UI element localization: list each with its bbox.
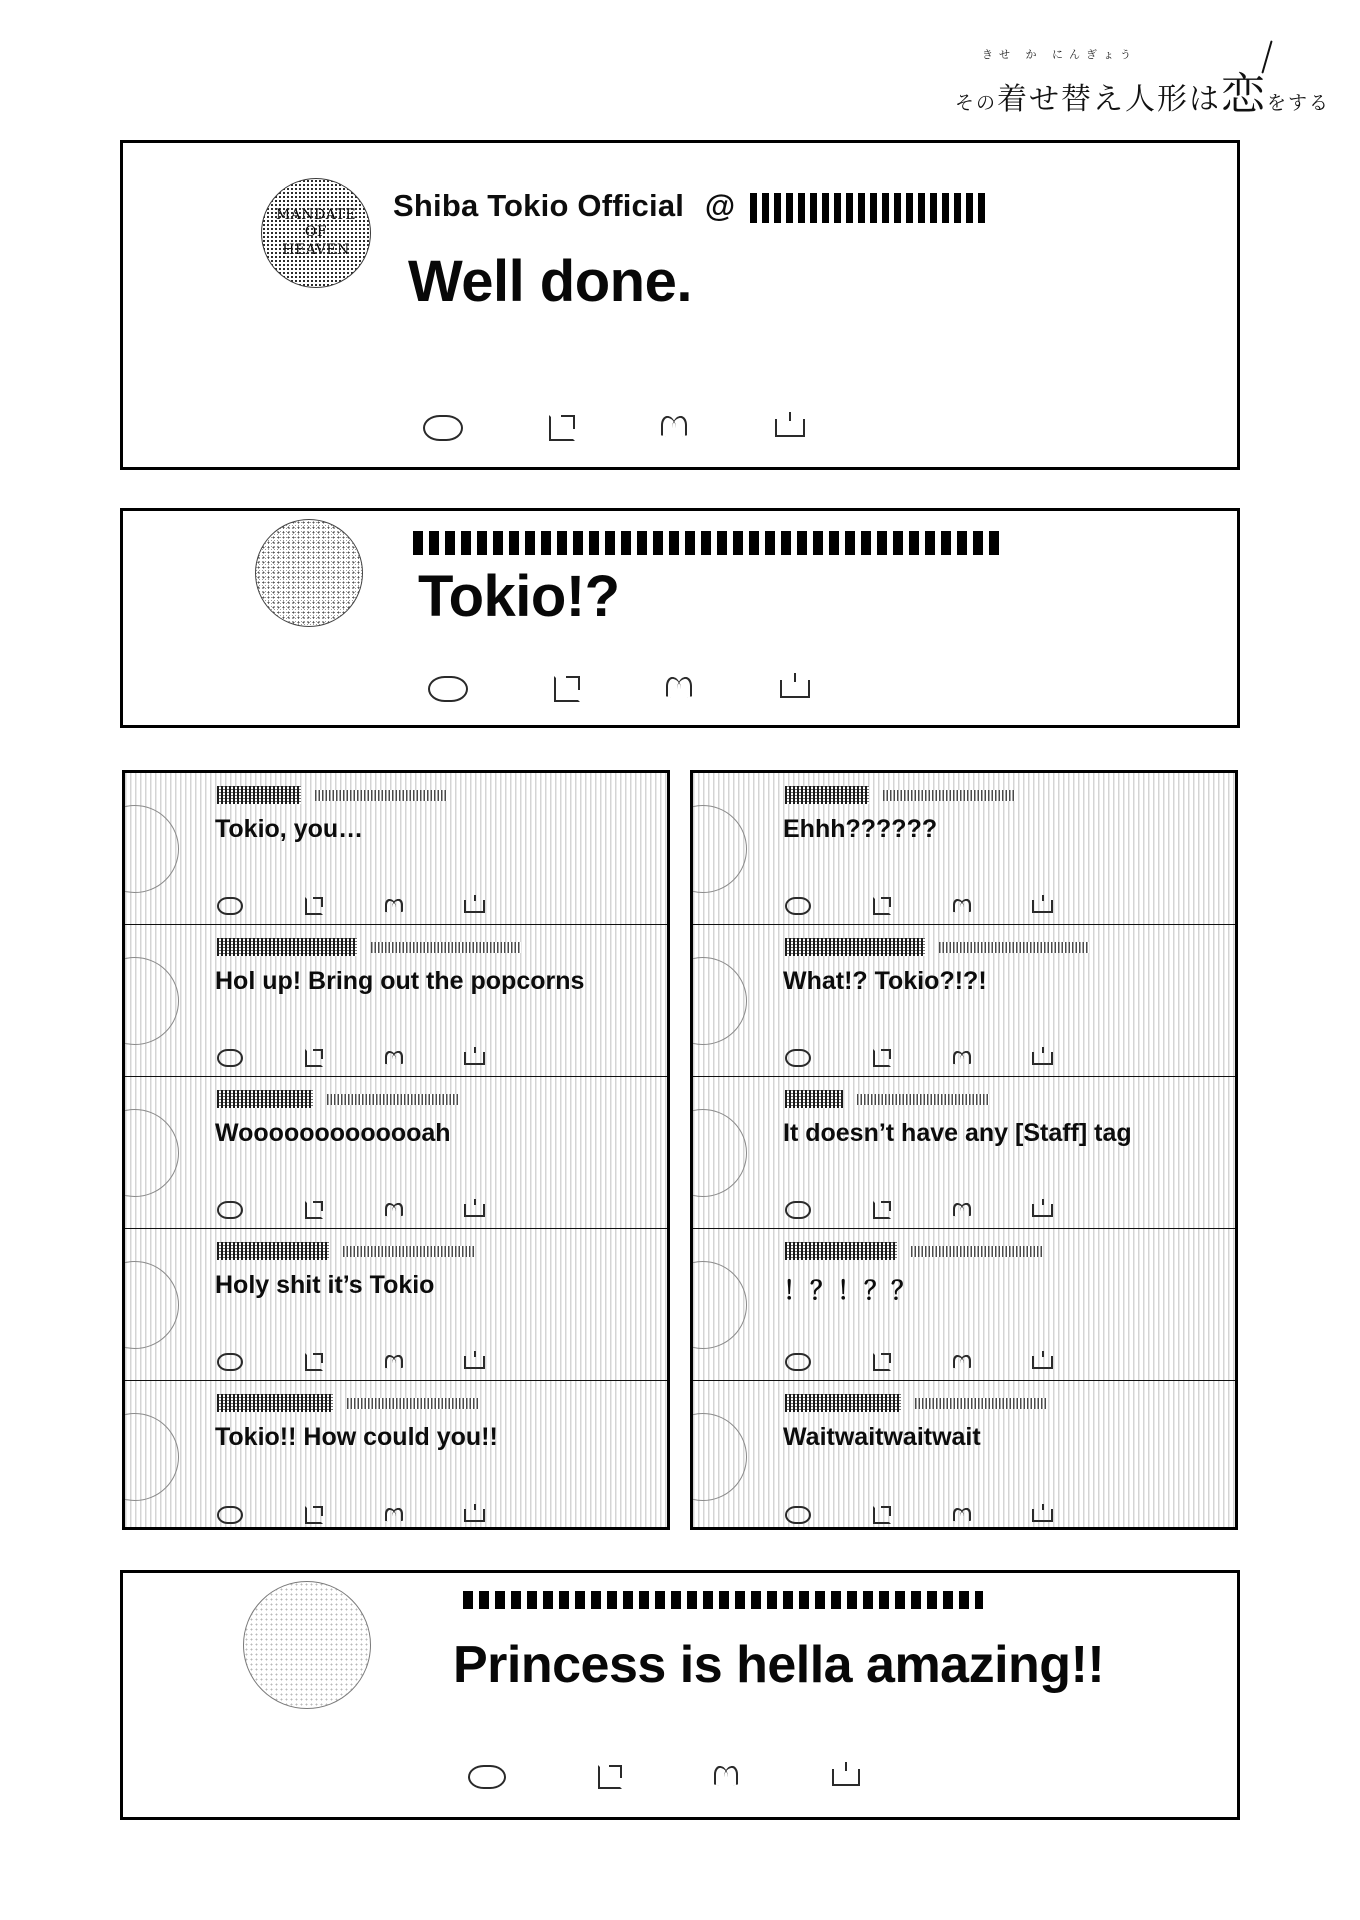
reply-name-row [785,938,1089,956]
tweet-at-symbol: @ [704,188,736,223]
reply-row[interactable] [125,1229,667,1381]
tweet-display-name-redacted [413,531,1001,555]
reply-row[interactable] [125,1077,667,1229]
reply-author-redacted [785,1394,901,1412]
retweet-icon[interactable] [305,897,323,915]
reply-row[interactable] [693,1077,1235,1229]
reply-actions [785,1506,1053,1524]
reply-row[interactable] [693,925,1235,1077]
tweet-actions [428,676,810,702]
reply-timestamp-redacted [915,1398,1047,1409]
reply-timestamp-redacted [883,790,1015,801]
logo-title [910,58,1330,122]
reply-author-redacted [785,1090,843,1108]
like-icon[interactable] [385,1203,402,1218]
avatar-crest-text [262,179,370,287]
tweet-panel-reaction [120,508,1240,728]
share-icon[interactable] [464,900,485,913]
reply-row[interactable] [125,925,667,1077]
reply-author-redacted [217,786,301,804]
reply-name-row [217,1090,459,1108]
reply-icon[interactable] [423,415,463,441]
reply-timestamp-redacted [347,1398,479,1409]
reply-timestamp-redacted [857,1094,989,1105]
reply-author-redacted [785,786,869,804]
reply-icon[interactable] [217,1353,243,1371]
retweet-icon[interactable] [305,1049,323,1067]
reply-avatar[interactable] [122,1109,179,1197]
reply-avatar[interactable] [122,1413,179,1501]
reply-text: Hol up! Bring out the popcorns [215,967,585,995]
share-icon[interactable] [775,419,805,437]
reply-author-redacted [785,1242,897,1260]
reply-name-row [785,1090,989,1108]
retweet-icon[interactable] [305,1353,323,1371]
reply-text: Wooooooooooooah [215,1119,451,1147]
reply-icon[interactable] [217,897,243,915]
share-icon[interactable] [464,1052,485,1065]
reply-actions [217,1049,485,1067]
reply-name-row [785,1242,1043,1260]
reply-actions [217,897,485,915]
replies-column-left [122,770,670,1530]
logo-title-pre: その [954,92,997,114]
reply-name-row [217,1242,475,1260]
reply-text: Tokio!! How could you!! [215,1423,498,1451]
reply-name-row [217,938,521,956]
reply-avatar[interactable] [122,1261,179,1349]
like-icon[interactable] [385,899,402,914]
reply-avatar[interactable] [690,1413,747,1501]
like-icon[interactable] [661,416,687,440]
retweet-icon[interactable] [873,1201,891,1219]
retweet-icon[interactable] [305,1506,323,1524]
reply-avatar[interactable] [690,957,747,1045]
reply-actions [785,897,1053,915]
tweet-body-text: Well done. [408,249,692,314]
reply-author-redacted [217,1242,329,1260]
logo-title-koi: 恋 [1220,69,1267,120]
user-avatar-sketch[interactable] [255,519,363,627]
tweet-body-text: Princess is hella amazing!! [453,1636,1105,1694]
tweet-display-name: Shiba Tokio Official [393,188,685,223]
reply-icon[interactable] [217,1201,243,1219]
tweet-display-name-redacted-row [413,531,1001,555]
tweet-display-name-redacted-row [463,1591,983,1609]
like-icon[interactable] [953,1051,970,1066]
reply-text: Tokio, you… [215,815,364,843]
logo-furigana: きせ か にんぎょう [982,48,1137,61]
logo-title-mid: 人形は [1124,82,1221,117]
share-icon[interactable] [464,1356,485,1369]
reply-avatar[interactable] [690,1109,747,1197]
tweet-display-name-redacted [463,1591,983,1609]
logo-title-post: をする [1266,92,1330,114]
reply-author-redacted [217,938,357,956]
reply-row[interactable] [693,1381,1235,1530]
mandate-of-heaven-avatar[interactable] [261,178,371,288]
reply-text: What!? Tokio?!?! [783,967,987,995]
retweet-icon[interactable] [873,1506,891,1524]
reply-icon[interactable] [785,1049,811,1067]
reply-actions [217,1353,485,1371]
reply-avatar[interactable] [690,1261,747,1349]
reply-icon[interactable] [785,1353,811,1371]
retweet-icon[interactable] [873,1353,891,1371]
retweet-icon[interactable] [873,897,891,915]
reply-name-row [785,786,1015,804]
reply-row[interactable] [125,1381,667,1530]
reply-icon[interactable] [468,1765,506,1789]
share-icon[interactable] [1032,1052,1053,1065]
tweet-actions [423,415,805,441]
reply-avatar[interactable] [690,805,747,893]
reply-name-row [785,1394,1047,1412]
reply-author-redacted [217,1394,333,1412]
reply-timestamp-redacted [343,1246,475,1257]
like-icon[interactable] [385,1508,402,1523]
tweet-panel-official [120,140,1240,470]
like-icon[interactable] [666,677,692,701]
retweet-icon[interactable] [598,1765,622,1789]
reply-actions [217,1506,485,1524]
reply-icon[interactable] [785,897,811,915]
reply-timestamp-redacted [939,942,1089,953]
reply-timestamp-redacted [327,1094,459,1105]
reply-actions [217,1201,485,1219]
like-icon[interactable] [385,1355,402,1370]
reply-timestamp-redacted [315,790,447,801]
share-icon[interactable] [1032,1356,1053,1369]
reply-actions [785,1353,1053,1371]
reply-row[interactable] [693,773,1235,925]
replies-column-right [690,770,1238,1530]
share-icon[interactable] [780,680,810,698]
share-icon[interactable] [1032,1204,1053,1217]
reply-name-row [217,1394,479,1412]
reply-author-redacted [217,1090,313,1108]
tweet-panel-princess [120,1570,1240,1820]
retweet-icon[interactable] [305,1201,323,1219]
like-icon[interactable] [953,899,970,914]
like-icon[interactable] [953,1203,970,1218]
reply-icon[interactable] [217,1049,243,1067]
reply-timestamp-redacted [371,942,521,953]
retweet-icon[interactable] [554,676,580,702]
reply-avatar[interactable] [122,805,179,893]
tweet-body-text: Tokio!? [418,564,620,629]
reply-icon[interactable] [428,676,468,702]
tweet-actions [468,1765,860,1789]
reply-row[interactable] [125,773,667,925]
retweet-icon[interactable] [549,415,575,441]
avatar-crest-line2: OF [304,224,328,241]
reply-text: Holy shit it’s Tokio [215,1271,435,1299]
like-icon[interactable] [953,1508,970,1523]
reply-text: It doesn’t have any [Staff] tag [783,1119,1132,1147]
reply-timestamp-redacted [911,1246,1043,1257]
like-icon[interactable] [385,1051,402,1066]
reply-icon[interactable] [785,1201,811,1219]
reply-icon[interactable] [217,1506,243,1524]
share-icon[interactable] [464,1509,485,1522]
share-icon[interactable] [1032,900,1053,913]
like-icon[interactable] [714,1766,738,1788]
logo-title-kise: 着せ替え [996,82,1125,117]
user-avatar-light[interactable] [243,1581,371,1709]
reply-icon[interactable] [785,1506,811,1524]
reply-text: Ehhh?????? [783,815,938,843]
retweet-icon[interactable] [873,1049,891,1067]
reply-row[interactable] [693,1229,1235,1381]
share-icon[interactable] [1032,1509,1053,1522]
reply-text: Waitwaitwaitwait [783,1423,981,1451]
share-icon[interactable] [464,1204,485,1217]
share-icon[interactable] [832,1769,860,1786]
like-icon[interactable] [953,1355,970,1370]
reply-actions [785,1201,1053,1219]
tweet-display-name-row [393,188,986,224]
reply-avatar[interactable] [122,957,179,1045]
reply-author-redacted [785,938,925,956]
tweet-handle-redacted [750,193,986,223]
series-logo [910,18,1330,120]
reply-actions [785,1049,1053,1067]
avatar-crest-line3: HEAVEN [282,241,350,258]
reply-name-row [217,786,447,804]
avatar-crest-line1: MANDATE [275,206,357,223]
reply-text: ！？！？？ [783,1277,919,1305]
